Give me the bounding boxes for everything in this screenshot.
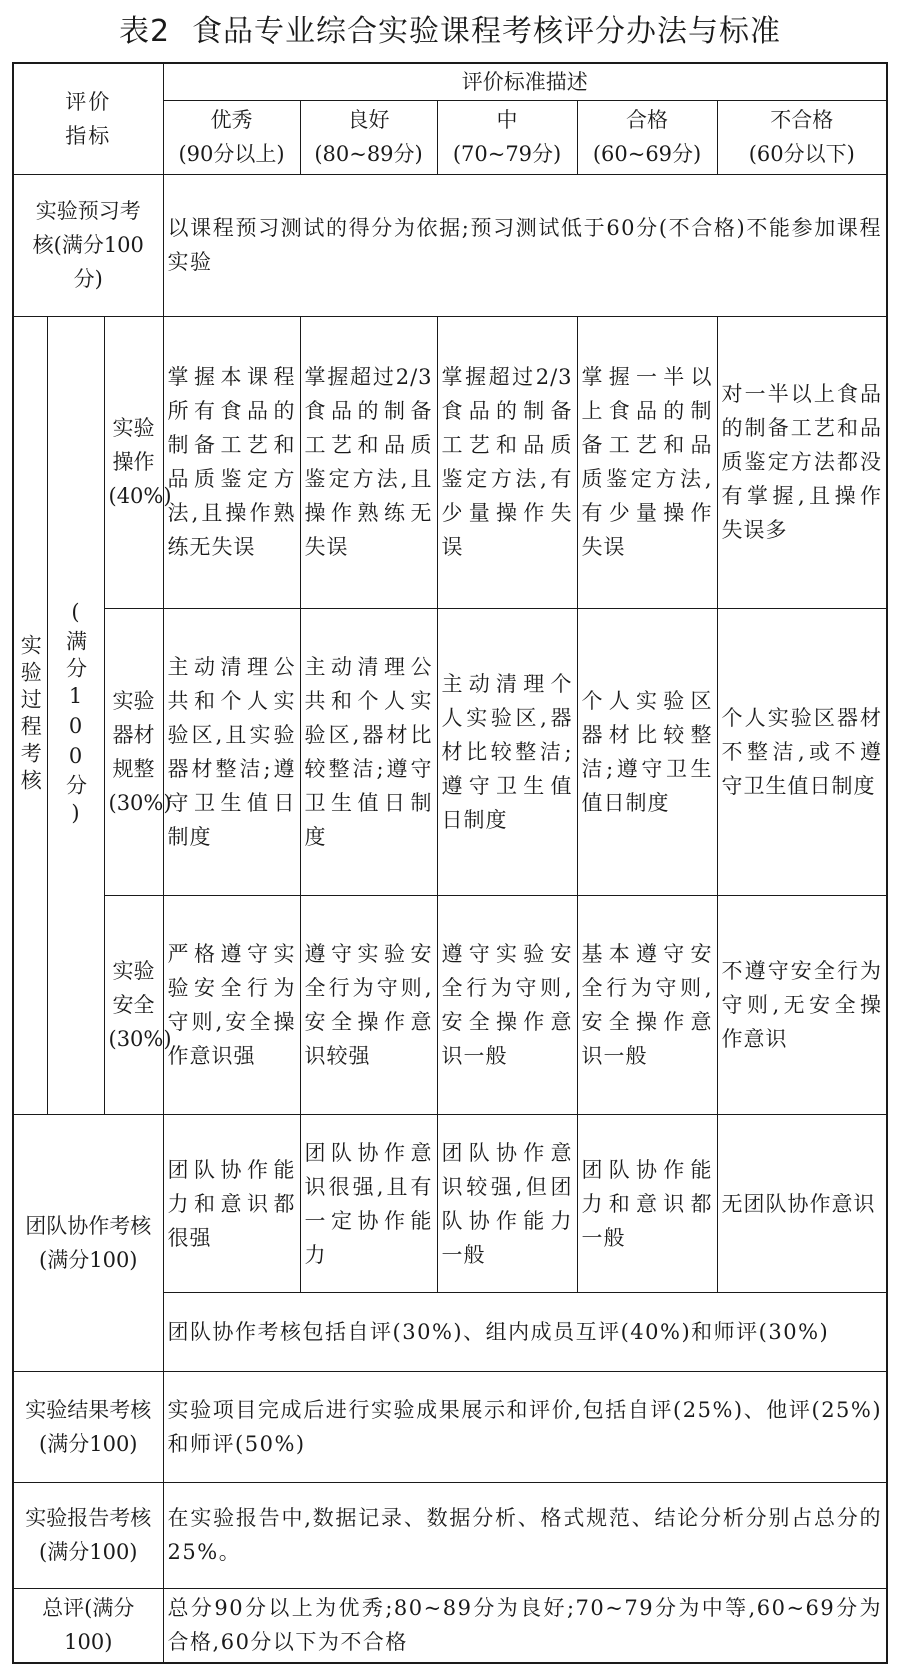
team-label: 团队协作考核(满分100) (13, 1114, 163, 1371)
table-title (0, 10, 900, 54)
equipment-good: 主动清理公共和个人实验区,器材比较整洁;遵守卫生值日制度 (300, 608, 437, 895)
safety-pass: 基本遵守安全行为守则,安全操作意识一般 (577, 895, 717, 1114)
safety-good: 遵守实验安全行为守则,安全操作意识较强 (300, 895, 437, 1114)
result-label: 实验结果考核(满分100) (13, 1372, 163, 1483)
equipment-fail: 个人实验区器材不整洁,或不遵守卫生值日制度 (717, 608, 887, 895)
header-indicator: 评价指标 (13, 63, 163, 174)
operation-excellent: 掌握本课程所有食品的制备工艺和品质鉴定方法,且操作熟练无失误 (163, 317, 300, 608)
operation-good: 掌握超过2/3食品的制备工艺和品质鉴定方法,且操作熟练无失误 (300, 317, 437, 608)
process-row-equipment (13, 608, 887, 895)
team-note: 团队协作考核包括自评(30%)、组内成员互评(40%)和师评(30%) (163, 1293, 887, 1372)
team-medium: 团队协作意识较强,但团队协作能力一般 (437, 1114, 577, 1293)
safety-label: 实验安全(30%) (104, 895, 163, 1114)
operation-medium: 掌握超过2/3食品的制备工艺和品质鉴定方法,有少量操作失误 (437, 317, 577, 608)
preview-label: 实验预习考核(满分100分) (13, 174, 163, 317)
preview-text: 以课程预习测试的得分为依据;预习测试低于60分(不合格)不能参加课程实验 (163, 174, 887, 317)
result-row (13, 1372, 887, 1483)
header-row-1 (13, 63, 887, 101)
table-caption: 食品专业综合实验课程考核评分办法与标准 (192, 14, 782, 49)
safety-medium: 遵守实验安全行为守则,安全操作意识一般 (437, 895, 577, 1114)
operation-pass: 掌握一半以上食品的制备工艺和品质鉴定方法,有少量操作失误 (577, 317, 717, 608)
team-pass: 团队协作能力和意识都一般 (577, 1114, 717, 1293)
table-number: 表2 (118, 14, 171, 49)
grade-pass: 合格 (60~69分) (577, 101, 717, 174)
header-criteria: 评价标准描述 (163, 63, 887, 101)
process-row-operation (13, 317, 887, 608)
process-label: 实验过程考核 (13, 317, 47, 1115)
preview-row (13, 174, 887, 317)
report-label: 实验报告考核(满分100) (13, 1482, 163, 1588)
report-text: 在实验报告中,数据记录、数据分析、格式规范、结论分析分别占总分的25%。 (163, 1482, 887, 1588)
safety-fail: 不遵守安全行为守则,无安全操作意识 (717, 895, 887, 1114)
total-label: 总评(满分100) (13, 1588, 163, 1663)
operation-fail: 对一半以上食品的制备工艺和品质鉴定方法都没有掌握,且操作失误多 (717, 317, 887, 608)
equipment-label: 实验器材规整(30%) (104, 608, 163, 895)
total-text: 总分90分以上为优秀;80~89分为良好;70~79分为中等,60~69分为合格,60分以下为不合格 (163, 1588, 887, 1663)
equipment-excellent: 主动清理公共和个人实验区,且实验器材整洁;遵守卫生值日制度 (163, 608, 300, 895)
grading-table (12, 62, 888, 1664)
grade-excellent: 优秀 (90分以上) (163, 101, 300, 174)
grade-fail: 不合格 (60分以下) (717, 101, 887, 174)
result-text: 实验项目完成后进行实验成果展示和评价,包括自评(25%)、他评(25%)和师评(50%) (163, 1372, 887, 1483)
grade-medium: 中 (70~79分) (437, 101, 577, 174)
operation-label: 实验操作(40%) (104, 317, 163, 608)
team-fail: 无团队协作意识 (717, 1114, 887, 1293)
total-row (13, 1588, 887, 1663)
safety-excellent: 严格遵守实验安全行为守则,安全操作意识强 (163, 895, 300, 1114)
report-row (13, 1482, 887, 1588)
equipment-medium: 主动清理个人实验区,器材比较整洁;遵守卫生值日制度 (437, 608, 577, 895)
team-row (13, 1114, 887, 1293)
team-good: 团队协作意识很强,且有一定协作能力 (300, 1114, 437, 1293)
team-excellent: 团队协作能力和意识都很强 (163, 1114, 300, 1293)
process-row-safety (13, 895, 887, 1114)
grade-good: 良好 (80~89分) (300, 101, 437, 174)
equipment-pass: 个人实验区器材比较整洁;遵守卫生值日制度 (577, 608, 717, 895)
process-sub-label: (满分100分) (47, 317, 104, 1115)
